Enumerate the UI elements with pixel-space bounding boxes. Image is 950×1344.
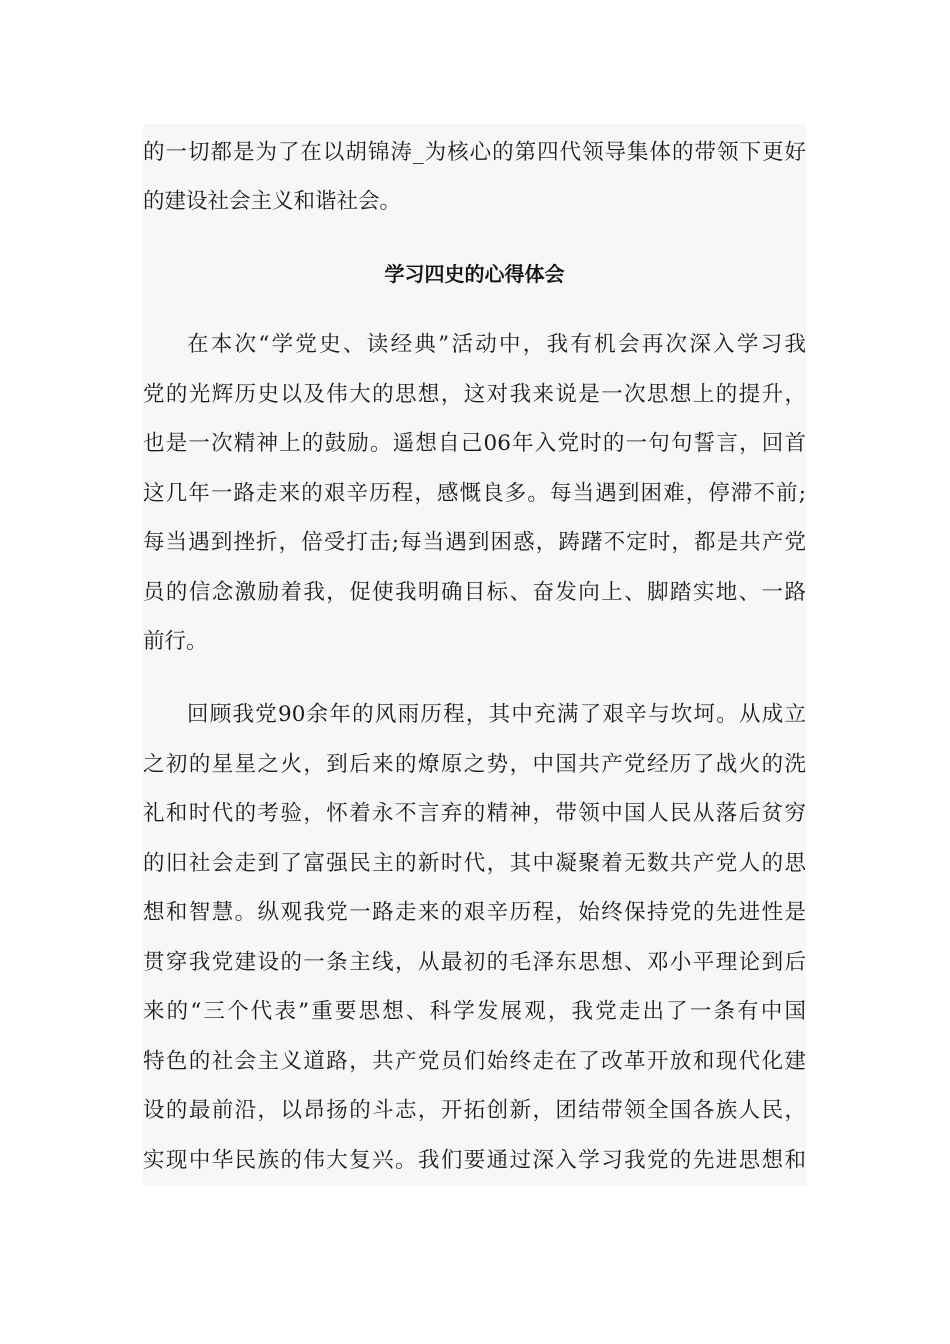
intro-line-1: 的一切都是为了在以胡锦涛_为核心的第四代领导集体的带领下更好 bbox=[143, 140, 806, 165]
document-body bbox=[143, 124, 806, 1186]
paragraph1-line-6: 员的信念激励着我，促使我明确目标、奋发向上、脚踏实地、一路 bbox=[143, 580, 806, 605]
paragraph2-line-3: 礼和时代的考验，怀着永不言弃的精神，带领中国人民从落后贫穷 bbox=[143, 801, 806, 826]
paragraph2-line-8: 特色的社会主义道路，共产党员们始终走在了改革开放和现代化建 bbox=[143, 1049, 806, 1074]
paragraph2-line-5: 想和智慧。纵观我党一路走来的艰辛历程，始终保持党的先进性是 bbox=[143, 900, 806, 925]
paragraph1-line-4: 这几年一路走来的艰辛历程，感慨良多。每当遇到困难，停滞不前; bbox=[143, 481, 806, 506]
paragraph1-line-5: 每当遇到挫折，倍受打击;每当遇到困惑，踌躇不定时，都是共产党 bbox=[143, 530, 806, 555]
paragraph1-line-1: 在本次“学党史、读经典”活动中，我有机会再次深入学习我 bbox=[187, 332, 806, 357]
paragraph2-line-10: 实现中华民族的伟大复兴。我们要通过深入学习我党的先进思想和 bbox=[143, 1148, 806, 1173]
paragraph2-line-7: 来的“三个代表”重要思想、科学发展观，我党走出了一条有中国 bbox=[143, 999, 806, 1024]
paragraph1-line-7: 前行。 bbox=[143, 629, 208, 654]
paragraph1-line-3: 也是一次精神上的鼓励。遥想自己06年入党时的一句句誓言，回首 bbox=[143, 431, 806, 456]
paragraph1-line-2: 党的光辉历史以及伟大的思想，这对我来说是一次思想上的提升， bbox=[143, 382, 806, 407]
paragraph2-line-4: 的旧社会走到了富强民主的新时代，其中凝聚着无数共产党人的思 bbox=[143, 851, 806, 876]
intro-line-2: 的建设社会主义和谐社会。 bbox=[143, 189, 402, 214]
paragraph2-line-9: 设的最前沿，以昂扬的斗志，开拓创新，团结带领全国各族人民， bbox=[143, 1098, 806, 1123]
paragraph2-line-1: 回顾我党90余年的风雨历程，其中充满了艰辛与坎坷。从成立 bbox=[187, 702, 806, 727]
paragraph2-line-2: 之初的星星之火，到后来的燎原之势，中国共产党经历了战火的洗 bbox=[143, 752, 806, 777]
paragraph2-line-6: 贯穿我党建设的一条主线，从最初的毛泽东思想、邓小平理论到后 bbox=[143, 950, 806, 975]
section-title: 学习四史的心得体会 bbox=[384, 262, 565, 286]
